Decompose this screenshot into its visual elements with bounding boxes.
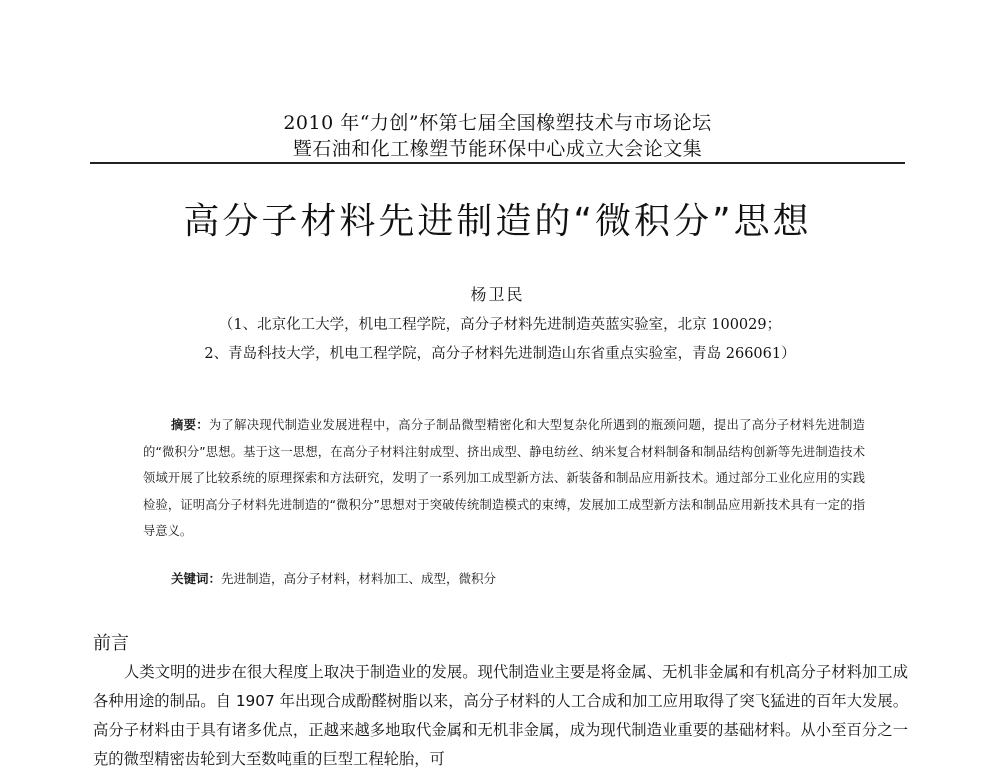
affiliation-1: （1、北京化工大学，机电工程学院，高分子材料先进制造英蓝实验室，北京 100029； [218,317,782,333]
conference-header [90,110,905,162]
preface-body-text: 人类文明的进步在很大程度上取决于制造业的发展。现代制造业主要是将金属、无机非金属和有机高分子材料加工成各种用途的制品。自 1907 年出现合成酚醛树脂以来，高分子材料的人工合成和加工应用取得了突飞猛进的百年大发展。高分子材料由于具有诸多优点，正越来越多地取代金属和无机非金属，成为现代制造业重要的基础材料。从小至百分之一克的微型精密齿轮到大至数吨重的巨型工程轮胎，可 [93,663,908,768]
paper-title: 高分子材料先进制造的“微积分”思想 [183,201,812,242]
keywords-text: 先进制造，高分子材料，材料加工、成型，微积分 [221,571,497,586]
section-heading-preface: 前言 [93,633,129,654]
conference-title-line-2: 暨石油和化工橡塑节能环保中心成立大会论文集 [292,138,703,160]
abstract [143,412,865,545]
header-divider [90,162,905,164]
keywords [171,568,861,590]
author-name: 杨卫民 [470,285,525,304]
abstract-text: 为了解决现代制造业发展进程中，高分子制品微型精密化和大型复杂化所遇到的瓶颈问题，提出了高分子材料先进制造的“微积分”思想。基于这一思想，在高分子材料注射成型、挤出成型、静电纺丝、纳米复合材料制备和制品结构创新等先进制造技术领域开展了比较系统的原理探索和方法研究，发明了一系列加工成型新方法、新装备和制品应用新技术。通过部分工业化应用的实践检验，证明高分子材料先进制造的“微积分”思想对于突破传统制造模式的束缚，发展加工成型新方法和制品应用新技术具有一定的指导意义。 [143,418,865,538]
abstract-label: 摘要： [171,418,209,432]
conference-title-line-1: 2010 年“力创”杯第七届全国橡塑技术与市场论坛 [283,112,712,134]
affiliation-2: 2、青岛科技大学，机电工程学院，高分子材料先进制造山东省重点实验室，青岛 266061） [204,346,796,362]
keywords-label: 关键词： [171,571,222,586]
